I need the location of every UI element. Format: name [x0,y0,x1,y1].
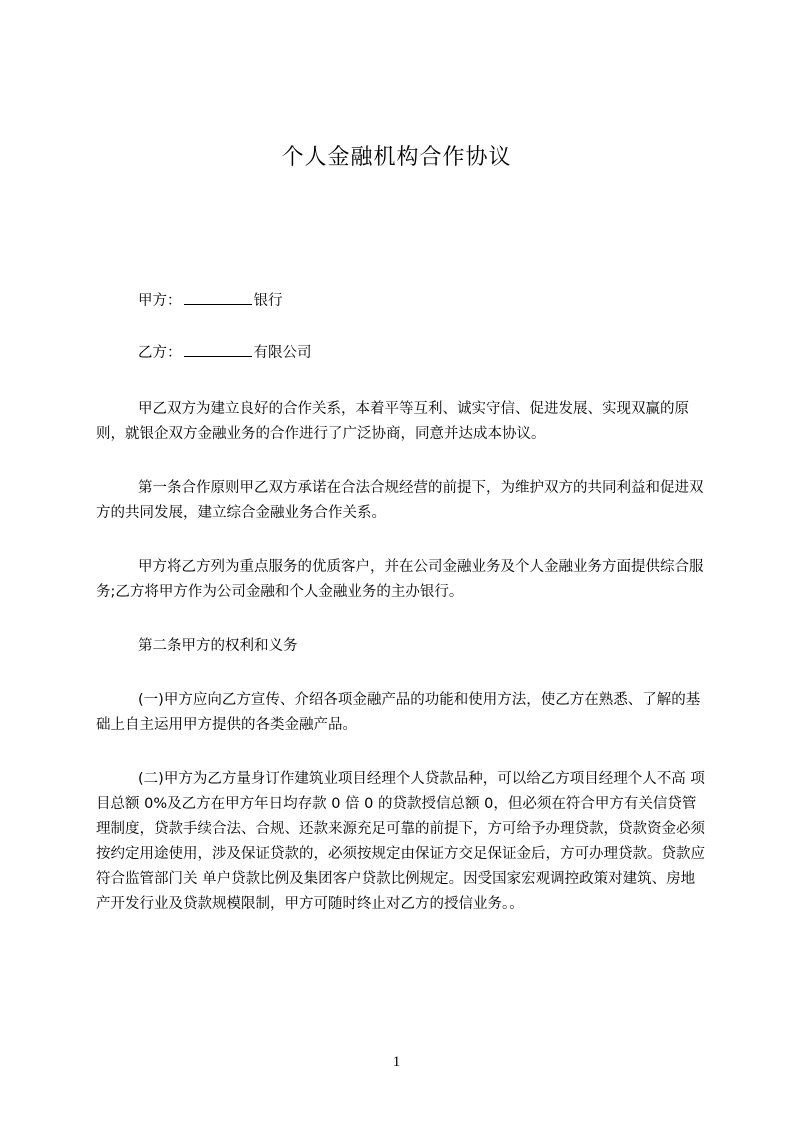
party-b-line [138,341,312,366]
paragraph-clause-2: (二)甲方为乙方量身订作建筑业项目经理个人贷款品种，可以给乙方项目经理个人不高 项目总额 0%及乙方在甲方年日均存款 0 倍 0 的贷款授信总额 0，但必须在符合甲方有关信贷管理制度，贷款手续合法、合规、还款来源充足可靠的前提下，方可给予办理贷款，贷款资金必须按约定用途使用，涉及保证贷款的，必须按规定由保证方交足保证金后，方可办理贷款。贷款应符合监管部门关 单户贷款比例及集团客户贷款比例规定。因受国家宏观调控政策对建筑、房地产开发行业及贷款规模限制，甲方可随时终止对乙方的授信业务。。 [96,771,705,912]
party-b-suffix: 有限公司 [253,345,312,361]
party-b-blank [184,342,252,357]
paragraph-priority-client: 甲方将乙方列为重点服务的优质客户，并在公司金融业务及个人金融业务方面提供综合服务;乙方将甲方作为公司金融和个人金融业务的主办银行。 [96,559,704,600]
document-title: 个人金融机构合作协议 [281,145,512,170]
party-a-suffix: 银行 [253,293,283,309]
heading-article-2: 第二条甲方的权利和义务 [138,638,298,654]
page-number: 1 [392,1054,401,1070]
party-b-label: 乙方： [138,345,182,361]
party-a-blank [184,290,252,305]
party-a-label: 甲方： [138,293,182,309]
party-a-line [138,289,283,314]
paragraph-preamble: 甲乙双方为建立良好的合作关系，本着平等互利、诚实守信、促进发展、实现双赢的原则，就银企双方金融业务的合作进行了广泛协商，同意并达成本协议。 [96,401,689,442]
paragraph-article-1: 第一条合作原则甲乙双方承诺在合法合规经营的前提下，为维护双方的共同利益和促进双方的共同发展，建立综合金融业务合作关系。 [96,480,704,521]
paragraph-clause-1: (一)甲方应向乙方宣传、介绍各项金融产品的功能和使用方法，使乙方在熟悉、了解的基础上自主运用甲方提供的各类金融产品。 [96,692,701,733]
